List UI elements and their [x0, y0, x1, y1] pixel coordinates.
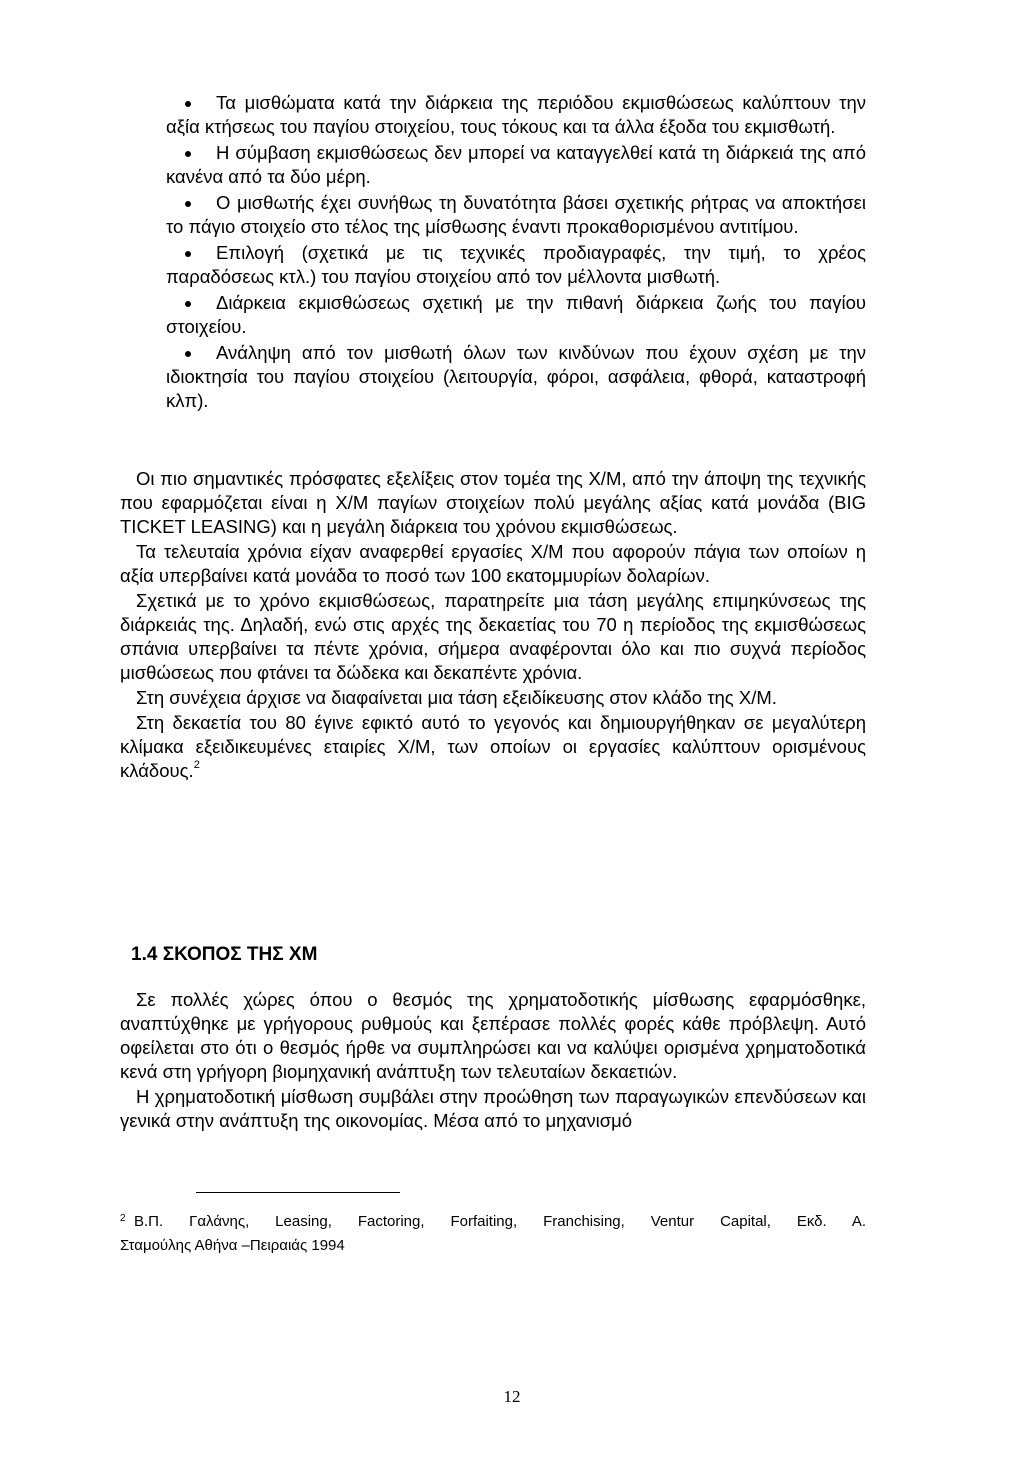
list-item: Η σύμβαση εκμισθώσεως δεν μπορεί να καταγγελθεί κατά τη διάρκειά της από κανένα από τα δύο μέρη.	[166, 142, 866, 187]
bullet-icon	[185, 201, 191, 207]
list-item: Διάρκεια εκμισθώσεως σχετική με την πιθανή διάρκεια ζωής του παγίου στοιχείου.	[166, 292, 866, 337]
paragraph-with-footnote	[120, 711, 866, 783]
bullet-list	[166, 91, 866, 415]
paragraph: Οι πιο σημαντικές πρόσφατες εξελίξεις στον τομέα της Χ/Μ, από την άποψη της τεχνικής που εφαρμόζεται είναι η Χ/Μ παγίων στοιχείων πολύ μεγάλης αξίας κατά μονάδα (BIG TICKET LEASING) και η μεγάλη διάρκεια του χρόνου εκμισθώσεως.	[120, 468, 866, 537]
bullet-icon	[185, 151, 191, 157]
page-number: 12	[503, 1387, 521, 1406]
footnote-separator	[196, 1192, 400, 1193]
paragraph: Τα τελευταία χρόνια είχαν αναφερθεί εργασίες Χ/Μ που αφορούν πάγια των οποίων η αξία υπερβαίνει κατά μονάδα το ποσό των 100 εκατομμυρίων δολαρίων.	[120, 541, 866, 586]
paragraph: Σχετικά με το χρόνο εκμισθώσεως, παρατηρείτε μια τάση μεγάλης επιμηκύνσεως της διάρκειάς της. Δηλαδή, ενώ στις αρχές της δεκαετίας του 70 η περίοδος της εκμισθώσεως σπάνια υπερβαίνει τα πέντε χρόνια, σήμερα αναφέρονται όλο και πιο συχνά περίοδος μισθώσεως που φτάνει τα δώδεκα και δεκαπέντε χρόνια.	[120, 590, 866, 683]
list-item: Τα μισθώματα κατά την διάρκεια της περιόδου εκμισθώσεως καλύπτουν την αξία κτήσεως του παγίου στοιχείου, τους τόκους και τα άλλα έξοδα του εκμισθωτή.	[166, 92, 866, 137]
paragraph: Στη συνέχεια άρχισε να διαφαίνεται μια τάση εξειδίκευσης στον κλάδο της Χ/Μ.	[136, 687, 777, 708]
footnote	[120, 1210, 866, 1258]
list-item: Ανάληψη από τον μισθωτή όλων των κινδύνων που έχουν σχέση με την ιδιοκτησία του παγίου στοιχείου (λειτουργία, φόροι, ασφάλεια, φθορά, καταστροφή κλπ).	[166, 342, 866, 411]
body-text	[120, 467, 866, 784]
bullet-icon	[185, 351, 191, 357]
footnote-reference: 2	[193, 758, 200, 771]
bullet-icon	[185, 251, 191, 257]
footnote-mark: 2	[120, 1213, 126, 1224]
paragraph: Η χρηματοδοτική μίσθωση συμβάλει στην προώθηση των παραγωγικών επενδύσεων και γενικά στην ανάπτυξη της οικονομίας. Μέσα από το μηχανισμό	[120, 1086, 866, 1131]
list-item: Ο μισθωτής έχει συνήθως τη δυνατότητα βάσει σχετικής ρήτρας να αποκτήσει το πάγιο στοιχείο στο τέλος της μίσθωσης έναντι προκαθορισμένου αντιτίμου.	[166, 192, 866, 237]
section-heading: 1.4 ΣΚΟΠΟΣ ΤΗΣ ΧΜ	[131, 944, 318, 965]
bullet-icon	[185, 101, 191, 107]
section-body	[120, 988, 866, 1134]
footnote-line: Β.Π. Γαλάνης, Leasing, Factoring, Forfaiting, Franchising, Ventur Capital, Εκδ. Α.	[134, 1213, 866, 1230]
list-item: Επιλογή (σχετικά με τις τεχνικές προδιαγραφές, την τιμή, το χρέος παραδόσεως κτλ.) του παγίου στοιχείου από τον μέλλοντα μισθωτή.	[166, 242, 866, 287]
footnote-line: Σταμούλης Αθήνα –Πειραιάς 1994	[120, 1237, 345, 1254]
paragraph-text: Στη δεκαετία του 80 έγινε εφικτό αυτό το γεγονός και δημιουργήθηκαν σε μεγαλύτερη κλίμακα εξειδικευμένες εταιρίες Χ/Μ, των οποίων οι εργασίες καλύπτουν ορισμένους κλάδους.	[120, 712, 866, 781]
bullet-icon	[185, 301, 191, 307]
paragraph: Σε πολλές χώρες όπου ο θεσμός της χρηματοδοτικής μίσθωσης εφαρμόσθηκε, αναπτύχθηκε με γρήγορους ρυθμούς και ξεπέρασε πολλές φορές κάθε πρόβλεψη. Αυτό οφείλεται στο ότι ο θεσμός ήρθε να συμπληρώσει και να καλύψει ορισμένα χρηματοδοτικά κενά στη γρήγορη βιομηχανική ανάπτυξη των τελευταίων δεκαετιών.	[120, 989, 866, 1082]
